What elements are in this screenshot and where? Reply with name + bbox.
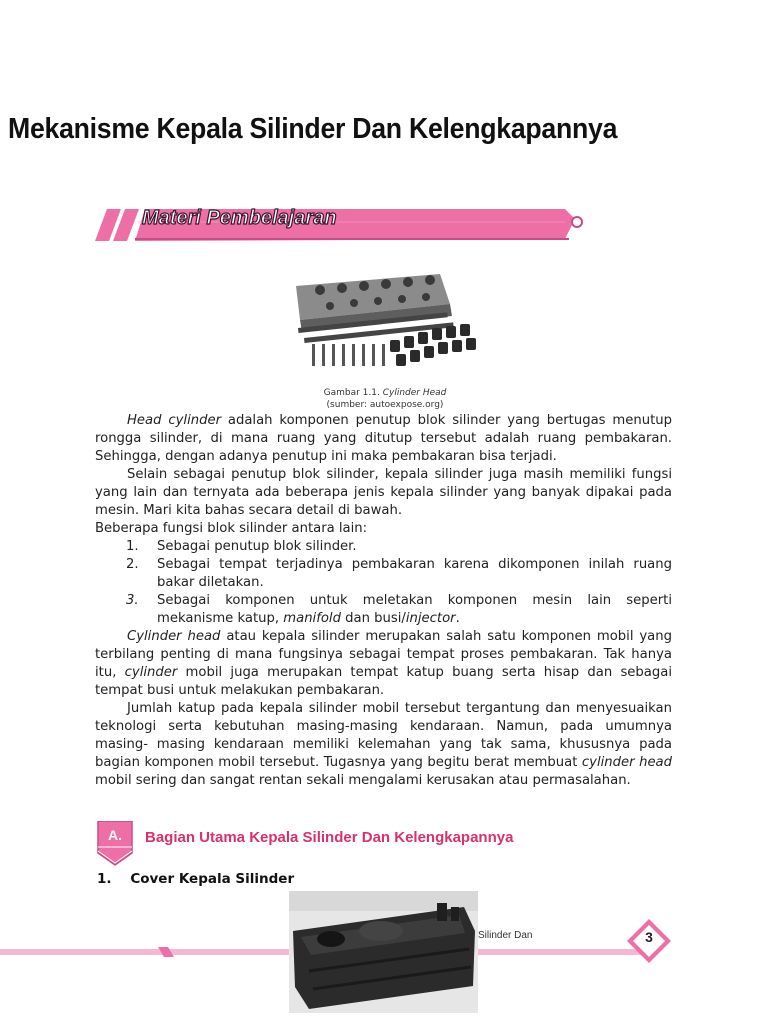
page-number: 3 bbox=[645, 929, 653, 945]
figure-caption bbox=[300, 387, 470, 411]
list-item bbox=[95, 592, 672, 628]
paragraph-text: mobil sering dan sangat rentan sekali mengalami kerusakan atau permasalahan. bbox=[95, 773, 631, 788]
paragraph bbox=[95, 700, 672, 790]
paragraph bbox=[95, 628, 672, 700]
list-text: dan busi/ bbox=[340, 611, 406, 626]
paragraph-text: adalah komponen penutup blok silinder yang bertugas menutup rongga silinder, di mana ruang yang ditutup tersebut adalah ruang pembakaran. Sehingga, dengan adanya penutup ini maka pembakaran bisa terjadi. bbox=[95, 413, 672, 464]
paragraph-text: Jumlah katup pada kepala silinder mobil tersebut tergantung dan menyesuaikan teknologi serta kebutuhan masing-masing kendaraan. Namun, pada umumnya masing- masing kendaraan memiliki kelemahan yang tak sama, khususnya pada bagian komponen mobil tersebut. Tugasnya yang begitu berat membuat bbox=[95, 701, 672, 770]
banner-label: Materi Pembelajaran bbox=[142, 207, 337, 229]
function-list bbox=[95, 538, 672, 628]
cylinder-cover-image bbox=[289, 891, 478, 1013]
caption-italic: Cylinder Head bbox=[382, 388, 447, 398]
italic-term: cylinder head bbox=[581, 755, 673, 770]
body-text bbox=[95, 412, 672, 790]
list-text: Sebagai komponen untuk meletakan komponen mesin lain seperti mekanisme katup, bbox=[157, 593, 672, 626]
list-item bbox=[95, 538, 672, 556]
caption-prefix: Gambar 1.1. bbox=[323, 388, 383, 398]
page-title: Mekanisme Kepala Silinder Dan Kelengkapannya bbox=[8, 113, 618, 145]
list-item bbox=[95, 556, 672, 592]
paragraph bbox=[95, 412, 672, 466]
italic-term: Cylinder head bbox=[127, 629, 221, 644]
list-text: . bbox=[455, 611, 460, 626]
cylinder-head-image bbox=[290, 268, 486, 384]
paragraph-text: atau kepala silinder merupakan salah satu komponen mobil yang terbilang penting di mana fungsinya sebagai tempat proses pembakaran. Tak hanya itu, bbox=[95, 629, 672, 680]
subsection-heading: 1. Cover Kepala Silinder bbox=[97, 871, 295, 887]
section-badge bbox=[96, 821, 134, 867]
italic-term: manifold bbox=[283, 611, 341, 626]
caption-source: (sumber: autoexpose.org) bbox=[326, 400, 444, 410]
list-number: 1. bbox=[126, 539, 139, 554]
italic-term: cylinder bbox=[124, 665, 178, 680]
paragraph: Beberapa fungsi blok silinder antara lain: bbox=[95, 521, 368, 536]
section-badge-label: A. bbox=[108, 827, 122, 843]
paragraph: Selain sebagai penutup blok silinder, kepala silinder juga masih memiliki fungsi yang lain dan ternyata ada beberapa jenis kepala silinder yang banyak dipakai pada mesin. Mari kita bahas secara detail di bawah. bbox=[95, 467, 672, 518]
section-title: Bagian Utama Kepala Silinder Dan Kelengkapannya bbox=[145, 829, 514, 846]
list-text: Sebagai penutup blok silinder. bbox=[157, 539, 357, 554]
list-text: Sebagai tempat terjadinya pembakaran karena dikomponen inilah ruang bakar diletakan. bbox=[157, 557, 672, 590]
paragraph-text: mobil juga merupakan tempat katup buang serta hisap dan sebagai tempat busi untuk melakukan pembakaran. bbox=[95, 665, 672, 698]
footer-text: Silinder Dan bbox=[478, 930, 533, 941]
list-number: 3. bbox=[126, 593, 139, 608]
italic-term: Head cylinder bbox=[127, 413, 222, 428]
list-number: 2. bbox=[126, 557, 139, 572]
italic-term: injector bbox=[405, 611, 456, 626]
